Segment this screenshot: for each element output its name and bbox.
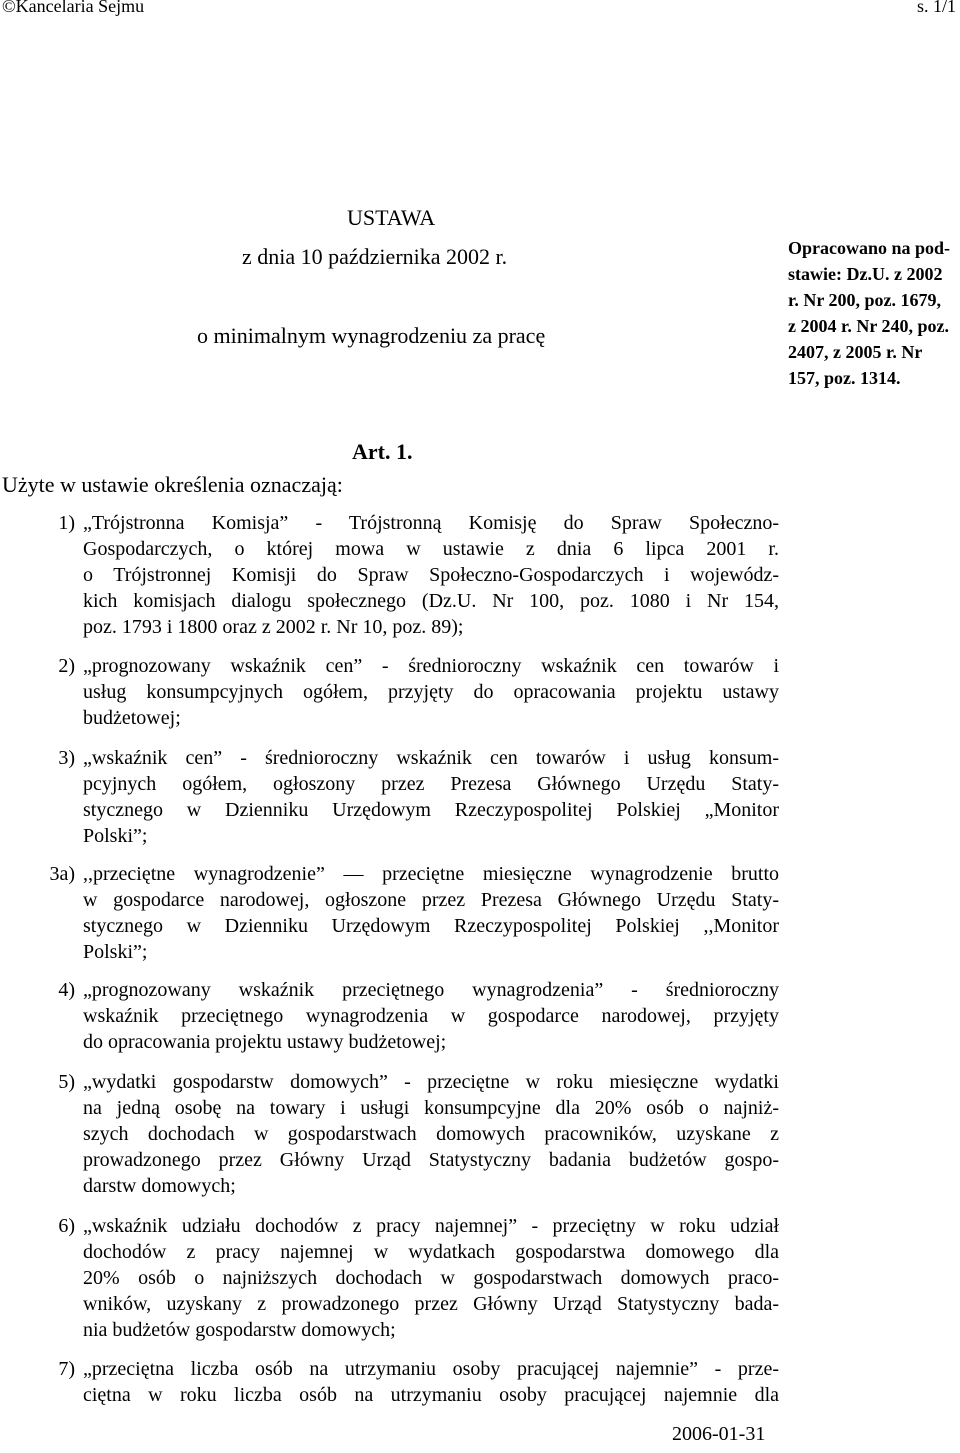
page-number: s. 1/1 [916, 0, 956, 16]
source-note-line: stawie: Dz.U. z 2002 [788, 264, 943, 284]
definition-item [58, 1356, 779, 1408]
source-note-line: r. Nr 200, poz. 1679, [788, 290, 941, 310]
definition-line: wników, uzyskany z prowadzonego przez Główny Urząd Statystyczny bada- [83, 1293, 779, 1315]
definition-line: „przeciętna liczba osób na utrzymaniu osoby pracującej najemnie” - prze- [83, 1358, 779, 1380]
source-note-line: Opracowano na pod- [788, 238, 951, 258]
definition-number: 3) [58, 747, 75, 769]
source-note-line: 2407, z 2005 r. Nr [788, 342, 923, 362]
definition-line: prowadzonego przez Główny Urząd Statystyczny badania budżetów gospo- [83, 1149, 779, 1171]
article-heading: Art. 1. [352, 439, 413, 464]
definition-line: stycznego w Dzienniku Urzędowym Rzeczypospolitej Polskiej „Monitor [83, 799, 779, 821]
definition-number: 6) [58, 1215, 75, 1237]
definition-line: dochodów z pracy najemnej w wydatkach gospodarstwa domowego dla [83, 1241, 779, 1263]
definition-line: „wskaźnik cen” - średnioroczny wskaźnik cen towarów i usług konsum- [83, 747, 779, 769]
definition-line: usług konsumpcyjnych ogółem, przyjęty do opracowania projektu ustawy [83, 681, 779, 703]
definition-line: kich komisjach dialogu społecznego (Dz.U. Nr 100, poz. 1080 i Nr 154, [83, 590, 779, 612]
definition-number: 1) [58, 512, 75, 534]
definition-line: szych dochodach w gospodarstwach domowych pracowników, uzyskane z [83, 1123, 779, 1145]
header-left: ©Kancelaria Sejmu [2, 0, 145, 16]
definition-line: ,,przeciętne wynagrodzenie” — przeciętne miesięczne wynagrodzenie brutto [83, 863, 779, 885]
source-note [788, 235, 950, 391]
act-date: z dnia 10 października 2002 r. [242, 244, 508, 269]
definition-line: ciętna w roku liczba osób na utrzymaniu osoby pracującej najemnie dla [83, 1384, 779, 1406]
definition-line: o Trójstronnej Komisji do Spraw Społeczno-Gospodarczych i wojewódz- [83, 564, 779, 586]
definition-line: Gospodarczych, o której mowa w ustawie z dnia 6 lipca 2001 r. [83, 538, 779, 560]
act-title: o minimalnym wynagrodzeniu za pracę [197, 323, 546, 348]
definition-number: 4) [58, 979, 75, 1001]
definition-item [58, 510, 779, 640]
definition-line: pcyjnych ogółem, ogłoszony przez Prezesa Głównego Urzędu Staty- [83, 773, 779, 795]
definition-line: w gospodarce narodowej, ogłoszone przez Prezesa Głównego Urzędu Staty- [83, 889, 779, 911]
definition-line: poz. 1793 i 1800 oraz z 2002 r. Nr 10, poz. 89); [83, 616, 464, 638]
definition-line: budżetowej; [83, 707, 181, 729]
definition-item [58, 977, 779, 1055]
definition-item [58, 745, 779, 849]
definition-number: 5) [58, 1071, 75, 1093]
definition-line: stycznego w Dzienniku Urzędowym Rzeczypospolitej Polskiej ,,Monitor [83, 915, 779, 937]
definition-line: Polski”; [83, 825, 148, 847]
article-intro: Użyte w ustawie określenia oznaczają: [2, 472, 343, 497]
definition-line: „wydatki gospodarstw domowych” - przeciętne w roku miesięczne wydatki [83, 1071, 779, 1093]
definition-item [58, 1069, 779, 1199]
act-type: USTAWA [347, 205, 436, 230]
definition-number: 3a) [49, 863, 75, 885]
document-date: 2006-01-31 [672, 1423, 766, 1445]
definition-number: 7) [58, 1358, 75, 1380]
definition-item [58, 653, 779, 731]
definition-number: 2) [58, 655, 75, 677]
definition-line: „prognozowany wskaźnik przeciętnego wynagrodzenia” - średnioroczny [83, 979, 779, 1001]
source-note-line: 157, poz. 1314. [788, 368, 901, 388]
definition-line: „prognozowany wskaźnik cen” - średnioroczny wskaźnik cen towarów i [83, 655, 779, 677]
definition-line: do opracowania projektu ustawy budżetowej; [83, 1031, 447, 1053]
definition-line: Polski”; [83, 941, 148, 963]
definition-line: wskaźnik przeciętnego wynagrodzenia w gospodarce narodowej, przyjęty [83, 1005, 779, 1027]
definition-line: darstw domowych; [83, 1175, 236, 1197]
definition-item [49, 861, 779, 965]
definition-line: „Trójstronna Komisja” - Trójstronną Komisję do Spraw Społeczno- [83, 512, 779, 534]
definition-line: na jedną osobę na towary i usługi konsumpcyjne dla 20% osób o najniż- [83, 1097, 779, 1119]
definition-item [58, 1213, 779, 1343]
definition-line: „wskaźnik udziału dochodów z pracy najemnej” - przeciętny w roku udział [83, 1215, 779, 1237]
definition-line: 20% osób o najniższych dochodach w gospodarstwach domowych praco- [83, 1267, 779, 1289]
source-note-line: z 2004 r. Nr 240, poz. [788, 316, 949, 336]
definition-line: nia budżetów gospodarstw domowych; [83, 1319, 396, 1341]
